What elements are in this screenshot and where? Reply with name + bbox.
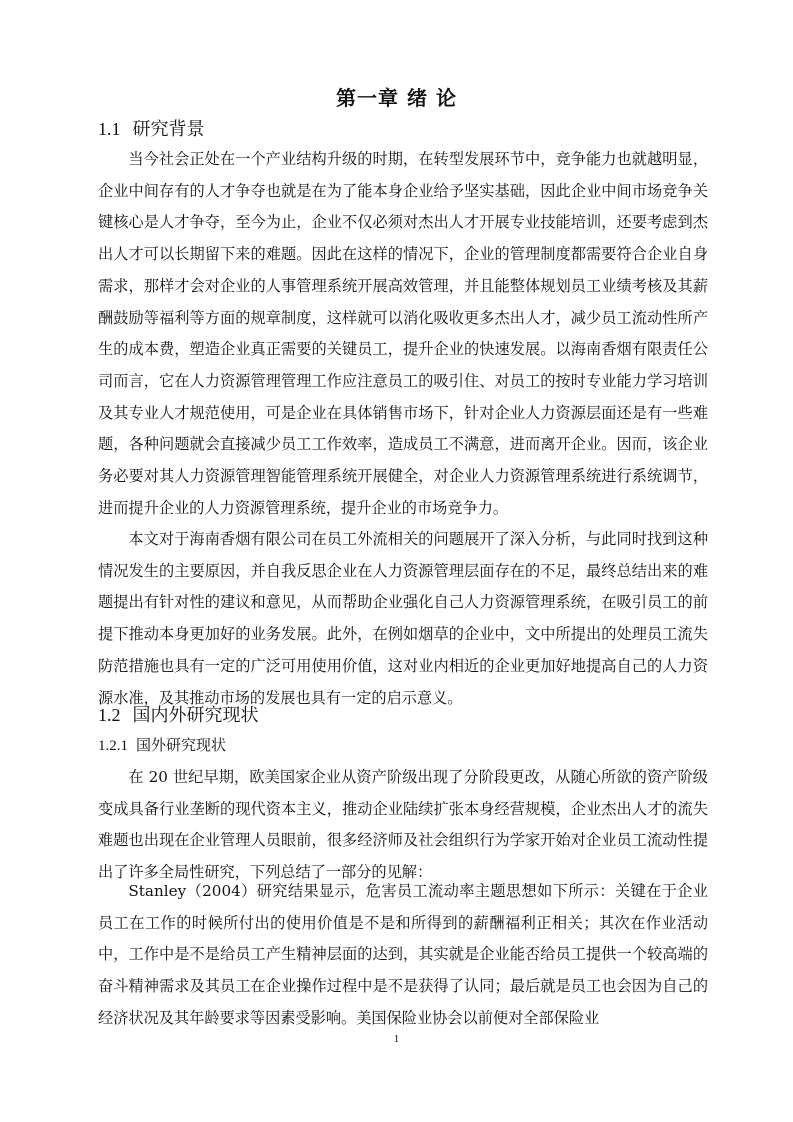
section-number: 1.1 xyxy=(98,119,121,139)
paragraph-stanley: Stanley（2004）研究结果显示，危害员工流动率主题思想如下所示：关键在于企业员工在工作的时候所付出的使用价值是不是和所得到的薪酬福利正相关；其次在作业活动中，工作中是不是给员工产生精神层面的达到，其实就是企业能否给员工提供一个较高端的奋斗精神需求及其员工在企业操作过程中是不是获得了认同；最后就是员工也会因为自己的经济状况及其年龄要求等因素受影响。美国保险业协会以前便对全部保险业 xyxy=(98,882,708,1027)
section-heading-1-2 xyxy=(98,702,259,729)
section-title: 研究背景 xyxy=(132,119,205,140)
subsection-number: 1.2.1 xyxy=(98,738,128,754)
chapter-title: 第一章 绪 论 xyxy=(336,86,457,110)
paragraph-background: 当今社会正处在一个产业结构升级的时期，在转型发展环节中，竞争能力也就越明显，企业中间存有的人才争夺也就是在为了能本身企业给予坚实基础，因此企业中间市场竞争关键核心是人才争夺，至今为止，企业不仅必须对杰出人才开展专业技能培训，还要考虑到杰出人才可以长期留下来的难题。因此在这样的情况下，企业的管理制度都需要符合企业自身需求，那样才会对企业的人事管理系统开展高效管理，并且能整体规划员工业绩考核及其薪酬鼓励等福利等方面的规章制度，这样就可以消化吸收更多杰出人才，减少员工流动性所产生的成本费，塑造企业真正需要的关键员工，提升企业的快速发展。以海南香烟有限责任公司而言，它在人力资源管理管理工作应注意员工的吸引住、对员工的按时专业能力学习培训及其专业人才规范使用，可是企业在具体销售市场下，针对企业人力资源层面还是有一些难题，各种问题就会直接减少员工工作效率，造成员工不满意，进而离开企业。因而，该企业务必要对其人力资源管理智能管理系统开展健全，对企业人力资源管理系统进行系统调节，进而提升企业的人力资源管理系统，提升企业的市场竞争力。 xyxy=(98,150,708,517)
section-title: 国内外研究现状 xyxy=(132,705,259,726)
subsection-heading-1-2-1 xyxy=(98,734,226,757)
subsection-title: 国外研究现状 xyxy=(136,736,227,754)
paragraph-purpose: 本文对于海南香烟有限公司在员工外流相关的问题展开了深入分析，与此同时找到这种情况发生的主要原因，并自我反思企业在人力资源管理层面存在的不足，最终总结出来的难题提出有针对性的建议和意见，从而帮助企业强化自己人力资源管理系统，在吸引员工的前提下推动本身更加好的业务发展。此外，在例如烟草的企业中，文中所提出的处理员工流失防范措施也具有一定的广泛可用使用价值，这对业内相近的企业更加好地提高自己的人力资源水准，及其推动市场的发展也具有一定的启示意义。 xyxy=(98,530,708,707)
section-number: 1.2 xyxy=(98,705,121,725)
section-heading-1-1 xyxy=(98,116,205,143)
page-number: 1 xyxy=(393,1033,400,1045)
paragraph-foreign-research: 在 20 世纪早期，欧美国家企业从资产阶级出现了分阶段更改，从随心所欲的资产阶级变成具备行业垄断的现代资本主义，推动企业陆续扩张本身经营规模，企业杰出人才的流失难题也出现在企业管理人员眼前，很多经济师及社会组织行为学家开始对企业员工流动性提出了许多全局性研究，下列总结了一部分的见解： xyxy=(98,768,708,882)
